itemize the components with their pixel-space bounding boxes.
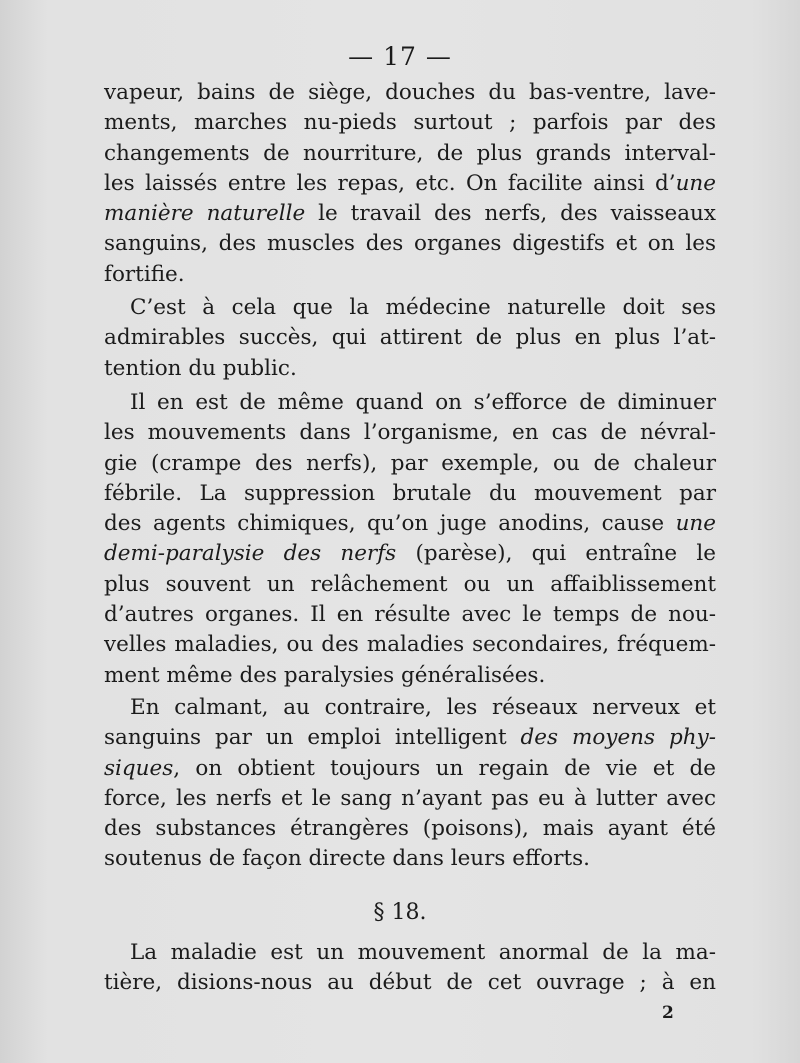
text-line <box>104 539 716 569</box>
text-run: le travail des nerfs, des vaisseaux <box>305 201 716 227</box>
text-line: vapeur, bains de siège, douches du bas-ventre, lave- <box>104 80 716 105</box>
italic-run: manière naturelle <box>104 201 306 227</box>
paragraph-maladie <box>104 938 716 999</box>
text-line: C’est à cela que la médecine naturelle doit ses <box>130 295 716 320</box>
text-line: changements de nourriture, de plus grands interval- <box>104 140 716 166</box>
text-line: tention du public. <box>104 355 297 381</box>
italic-run: demi-paralysie des nerfs <box>104 541 397 567</box>
paragraph-mouvements <box>104 388 716 691</box>
text-line <box>104 199 716 229</box>
text-line: des substances étrangères (poisons), mais ayant été <box>104 816 716 842</box>
paragraph-continuation <box>104 78 716 290</box>
text-line: En calmant, au contraire, les réseaux nerveux et <box>130 695 716 720</box>
text-line <box>104 169 716 199</box>
text-line: force, les nerfs et le sang n’ayant pas eu à lutter avec <box>104 785 716 811</box>
text-line <box>104 723 716 753</box>
text-run: (parèse), qui entraîne le <box>396 541 716 567</box>
section-heading: § 18. <box>373 900 427 925</box>
text-run: sanguins par un emploi intelligent <box>104 725 521 751</box>
italic-run: des moyens phy- <box>520 725 716 751</box>
text-line: sanguins, des muscles des organes digestifs et on les <box>104 231 716 257</box>
text-run: , on obtient toujours un regain de vie et de <box>173 755 716 781</box>
italic-run: une <box>675 170 716 196</box>
text-line: tière, disions-nous au début de cet ouvrage ; à en <box>104 970 716 996</box>
text-line: Il en est de même quand on s’efforce de diminuer <box>130 390 716 415</box>
text-line: fébrile. La suppression brutale du mouvement par <box>104 480 716 506</box>
text-line: admirables succès, qui attirent de plus en plus l’at- <box>104 325 716 351</box>
italic-run: une <box>675 511 716 537</box>
text-line: fortifie. <box>104 261 185 287</box>
paragraph-moyens-physiques <box>104 693 716 875</box>
text-line: La maladie est un mouvement anormal de la ma- <box>130 940 716 965</box>
text-run: des agents chimiques, qu’on juge anodins, cause <box>104 511 676 537</box>
text-line: gie (crampe des nerfs), par exemple, ou de chaleur <box>104 450 716 476</box>
printer-signature-mark: 2 <box>662 1003 674 1023</box>
text-line: ment même des paralysies généralisées. <box>104 662 546 688</box>
text-line: ments, marches nu-pieds surtout ; parfois par des <box>104 110 716 136</box>
page-number: — 17 — <box>348 42 452 71</box>
text-run: les laissés entre les repas, etc. On facilite ainsi d’ <box>104 170 676 196</box>
italic-run: siques <box>104 755 174 781</box>
text-line <box>104 754 716 784</box>
text-line: velles maladies, ou des maladies secondaires, fréquem- <box>104 632 716 658</box>
paragraph-medecine-naturelle <box>104 293 716 384</box>
text-line <box>104 509 716 539</box>
text-line: les mouvements dans l’organisme, en cas de névral- <box>104 420 716 446</box>
text-line: soutenus de façon directe dans leurs efforts. <box>104 846 591 872</box>
text-line: plus souvent un relâchement ou un affaiblissement <box>104 571 716 597</box>
text-line: d’autres organes. Il en résulte avec le temps de nou- <box>104 602 716 628</box>
